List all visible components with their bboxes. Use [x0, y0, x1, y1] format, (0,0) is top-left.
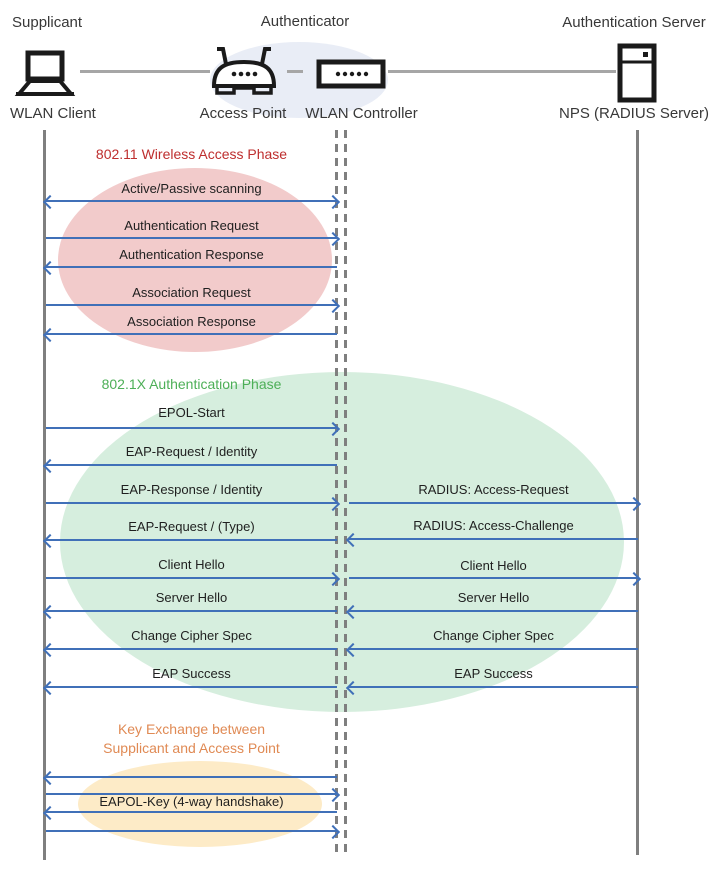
message-label: EAP-Request / Identity	[125, 444, 258, 459]
arrow-eap-request-type	[46, 539, 337, 541]
message-label: Change Cipher Spec	[433, 628, 554, 643]
arrow-eapol-key-4	[46, 830, 337, 832]
phase3-title-line2: Supplicant and Access Point	[103, 740, 280, 756]
arrow-association-response	[46, 333, 337, 335]
arrow-authentication-request	[46, 237, 337, 239]
arrow-eap-response-identity	[46, 502, 337, 504]
arrow-client-hello-right	[349, 577, 638, 579]
phase2-authentication-ellipse	[60, 372, 624, 712]
arrow-eapol-key-1	[46, 776, 337, 778]
arrow-radius-access-request	[349, 502, 638, 504]
message-label: EAP Success	[152, 666, 231, 681]
server-icon	[616, 43, 658, 103]
role-label-authentication-server: Authentication Server	[562, 14, 706, 31]
phase1-title: 802.11 Wireless Access Phase	[95, 146, 288, 162]
connector-client-ap	[80, 70, 210, 73]
phase3-title-line1: Key Exchange between	[117, 721, 266, 737]
laptop-icon	[10, 50, 80, 98]
arrow-change-cipher-spec-right	[349, 648, 638, 650]
message-label: EAP-Request / (Type)	[128, 519, 255, 534]
role-label-supplicant: Supplicant	[12, 14, 83, 31]
connector-ap-controller	[287, 70, 303, 73]
message-label: Server Hello	[155, 590, 228, 605]
message-label: Association Request	[132, 285, 251, 300]
arrow-radius-access-challenge	[349, 538, 638, 540]
controller-icon	[316, 59, 386, 89]
message-label: RADIUS: Access-Request	[418, 482, 569, 497]
arrow-server-hello-left	[46, 610, 337, 612]
message-label: Client Hello	[158, 557, 225, 572]
arrow-client-hello-left	[46, 577, 337, 579]
connector-controller-server	[388, 70, 616, 73]
device-label-nps-radius-server: NPS (RADIUS Server)	[558, 105, 710, 122]
message-label: RADIUS: Access-Challenge	[413, 518, 574, 533]
arrow-eap-success-right	[349, 686, 638, 688]
arrow-eap-request-identity	[46, 464, 337, 466]
arrow-change-cipher-spec-left	[46, 648, 337, 650]
arrow-authentication-response	[46, 266, 337, 268]
device-label-wlan-client: WLAN Client	[10, 105, 96, 122]
device-label-access-point: Access Point	[199, 105, 287, 122]
message-label: Change Cipher Spec	[131, 628, 252, 643]
device-label-wlan-controller: WLAN Controller	[305, 105, 418, 122]
message-label: Client Hello	[460, 558, 527, 573]
arrow-server-hello-right	[349, 610, 638, 612]
arrow-eapol-key-3	[46, 811, 337, 813]
authenticator-lifeline-right	[344, 130, 347, 852]
message-label: EAP Success	[454, 666, 533, 681]
arrow-eap-success-left	[46, 686, 337, 688]
message-label: Authentication Request	[124, 218, 259, 233]
message-label: EAPOL-Key (4-way handshake)	[99, 794, 284, 809]
role-label-authenticator: Authenticator	[260, 13, 350, 30]
message-label: Association Response	[127, 314, 256, 329]
message-label: EPOL-Start	[158, 405, 225, 420]
message-label: Active/Passive scanning	[121, 181, 262, 196]
arrow-epol-start	[46, 427, 337, 429]
arrow-active-passive-scanning	[46, 200, 337, 202]
message-label: EAP-Response / Identity	[120, 482, 263, 497]
message-label: Server Hello	[457, 590, 530, 605]
arrow-association-request	[46, 304, 337, 306]
wireless-router-icon	[206, 44, 282, 98]
message-label: Authentication Response	[119, 247, 264, 262]
phase2-title: 802.1X Authentication Phase	[101, 376, 282, 392]
